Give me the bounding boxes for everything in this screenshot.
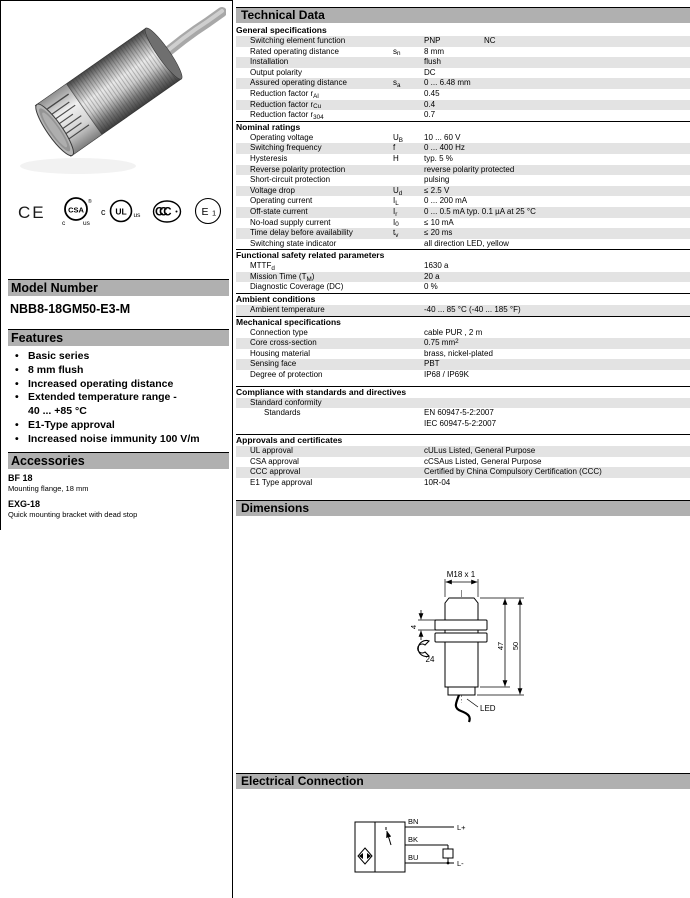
spec-label: Housing material bbox=[250, 348, 311, 358]
accessories-header bbox=[8, 452, 229, 469]
model-number-header-label: Model Number bbox=[11, 281, 98, 295]
spec-row bbox=[236, 457, 690, 468]
spec-label: Hysteresis bbox=[250, 153, 288, 163]
spec-value: ≤ 20 ms bbox=[424, 228, 453, 238]
spec-section bbox=[236, 121, 690, 250]
spec-label: Operating voltage bbox=[250, 132, 314, 142]
electrical-connection-diagram bbox=[345, 812, 485, 882]
accessory-name: EXG-18 bbox=[8, 499, 41, 509]
feature-text: Increased operating distance bbox=[28, 377, 174, 390]
sensing-face-outline bbox=[448, 687, 475, 695]
spec-label: Off-state current bbox=[250, 206, 308, 216]
spec-label: Short-circuit protection bbox=[250, 175, 331, 185]
nut-thickness-label: 4 bbox=[409, 624, 418, 630]
dimensions-title: Dimensions bbox=[241, 501, 310, 515]
spec-label: $MTTF_d$ bbox=[250, 261, 275, 273]
model-number-header bbox=[8, 279, 229, 296]
spec-row bbox=[236, 89, 690, 100]
spec-label: Reduction factor $r_{Al}$ bbox=[250, 88, 319, 100]
spec-label: Diagnostic Coverage (DC) bbox=[250, 282, 344, 292]
technical-data-table bbox=[236, 25, 690, 489]
accessory-name: BF 18 bbox=[8, 473, 33, 483]
wrench-size-label: 24 bbox=[425, 655, 435, 664]
bullet-icon: • bbox=[15, 363, 19, 376]
spec-symbol: $I_0$ bbox=[393, 217, 399, 229]
spec-row bbox=[236, 261, 690, 272]
technical-data-header bbox=[236, 7, 690, 23]
spec-section bbox=[236, 434, 690, 488]
accessory-description: Mounting flange, 18 mm bbox=[8, 484, 89, 493]
accessories-list bbox=[8, 473, 229, 525]
page-edge-left bbox=[0, 0, 1, 530]
spec-row bbox=[236, 207, 690, 218]
features-list bbox=[8, 350, 229, 447]
svg-text:CE: CE bbox=[18, 203, 46, 222]
accessories-header-label: Accessories bbox=[11, 454, 85, 468]
switch-symbol bbox=[387, 831, 391, 845]
spec-value-2: NC bbox=[484, 36, 496, 45]
accessory-description: Quick mounting bracket with dead stop bbox=[8, 510, 138, 519]
sensor-barrel bbox=[31, 25, 187, 160]
spec-row bbox=[236, 100, 690, 111]
spec-label: Sensing face bbox=[250, 359, 297, 369]
spec-value: ≤ 10 mA bbox=[424, 217, 454, 227]
spec-section-heading: Functional safety related parameters bbox=[236, 250, 385, 261]
spec-label: Standards bbox=[264, 408, 301, 418]
svg-text:1: 1 bbox=[212, 208, 217, 218]
spec-row bbox=[236, 446, 690, 457]
thread-size-label: M18 x 1 bbox=[446, 570, 476, 579]
spec-label: Rated operating distance bbox=[250, 46, 339, 56]
spec-row bbox=[236, 272, 690, 283]
junction-dot bbox=[447, 862, 450, 865]
spec-label: No-load supply current bbox=[250, 217, 331, 227]
spec-symbol: $I_r$ bbox=[393, 206, 398, 218]
spec-label: Reverse polarity protection bbox=[250, 164, 346, 174]
svg-text:E: E bbox=[201, 206, 209, 218]
mounting-nut-1 bbox=[435, 620, 487, 630]
dimension-drawing bbox=[395, 558, 550, 726]
spec-value: 0 ... 200 mA bbox=[424, 196, 468, 206]
spec-row bbox=[236, 228, 690, 239]
spec-section-heading: General specifications bbox=[236, 25, 327, 35]
spec-row bbox=[236, 196, 690, 207]
spec-label: Switching frequency bbox=[250, 143, 322, 153]
svg-text:us: us bbox=[83, 220, 90, 227]
led-leader-line bbox=[467, 699, 478, 707]
bullet-icon: • bbox=[15, 350, 19, 362]
svg-text:®: ® bbox=[88, 199, 92, 205]
spec-row bbox=[236, 133, 690, 144]
spec-label: Reduction factor $r_{304}$ bbox=[250, 110, 324, 121]
spec-row bbox=[236, 154, 690, 165]
feature-item bbox=[8, 391, 229, 419]
spec-symbol: $U_d$ bbox=[393, 185, 403, 197]
cul-mark-icon bbox=[100, 198, 144, 226]
spec-row bbox=[236, 175, 690, 186]
spec-value: 10R-04 bbox=[424, 478, 451, 487]
bullet-icon: • bbox=[15, 391, 19, 404]
bullet-icon: • bbox=[15, 418, 19, 431]
spec-label: Connection type bbox=[250, 327, 308, 337]
csa-mark-icon bbox=[59, 196, 95, 228]
spec-symbol: H bbox=[393, 153, 399, 163]
spec-value: 0 ... 400 Hz bbox=[424, 143, 465, 153]
terminal-lplus-label: L+ bbox=[457, 823, 466, 832]
bullet-icon: • bbox=[15, 377, 19, 390]
spec-label: Operating current bbox=[250, 196, 313, 206]
spec-section-heading: Nominal ratings bbox=[236, 121, 301, 132]
spec-value: 0.45 bbox=[424, 88, 440, 98]
spec-symbol: $U_B$ bbox=[393, 132, 403, 144]
svg-text:CCC: CCC bbox=[155, 206, 168, 219]
spec-value: reverse polarity protected bbox=[424, 164, 515, 174]
ccc-mark-icon bbox=[148, 199, 186, 225]
spec-symbol: $t_v$ bbox=[393, 228, 399, 239]
spec-value: 1630 a bbox=[424, 261, 449, 271]
svg-text:UL: UL bbox=[115, 206, 127, 217]
spec-row bbox=[236, 305, 690, 316]
feature-item bbox=[8, 364, 229, 378]
spec-row bbox=[236, 408, 690, 429]
spec-value: typ. 5 % bbox=[424, 153, 453, 163]
spec-value: 10 ... 60 V bbox=[424, 132, 461, 142]
length-50-label: 50 bbox=[511, 641, 520, 651]
spec-row bbox=[236, 282, 690, 293]
spec-value: 0 ... 6.48 mm bbox=[424, 78, 471, 88]
feature-text: E1-Type approval bbox=[28, 418, 115, 431]
spec-value: Certified by China Compulsory Certification (CCC) bbox=[424, 467, 602, 477]
mounting-nut-2 bbox=[435, 633, 487, 642]
spec-value: cable PUR , 2 m bbox=[424, 327, 483, 337]
spec-value: 0 ... 0.5 mA typ. 0.1 µA at 25 °C bbox=[424, 206, 536, 216]
e1-mark-icon bbox=[193, 197, 225, 227]
spec-section bbox=[236, 293, 690, 316]
svg-text:CSA: CSA bbox=[68, 205, 84, 215]
spec-symbol: $I_L$ bbox=[393, 196, 399, 208]
spec-row bbox=[236, 36, 690, 47]
spec-label: Switching element function bbox=[250, 36, 346, 45]
spec-row bbox=[236, 467, 690, 478]
spec-label: Core cross-section bbox=[250, 338, 317, 348]
feature-item bbox=[8, 378, 229, 392]
spec-value: 0.75 $mm^2$ bbox=[424, 337, 459, 348]
bullet-icon: • bbox=[15, 432, 19, 445]
spec-value: brass, nickel-plated bbox=[424, 348, 493, 358]
spec-label: Reduction factor $r_{Cu}$ bbox=[250, 99, 322, 111]
spec-symbol: $s_n$ bbox=[393, 46, 401, 58]
wire-bk-label: BK bbox=[408, 835, 419, 844]
spec-label: Assured operating distance bbox=[250, 78, 347, 88]
spec-section bbox=[236, 386, 690, 430]
spec-value: 20 a bbox=[424, 271, 440, 281]
spec-section-heading: Approvals and certificates bbox=[236, 435, 343, 446]
feature-text: Increased noise immunity 100 V/m bbox=[28, 432, 200, 445]
spec-value: EN 60947-5-2:2007 IEC 60947-5-2:2007 bbox=[424, 408, 497, 428]
spec-value: 8 mm bbox=[424, 46, 444, 56]
svg-text:c: c bbox=[62, 220, 66, 227]
spec-section bbox=[236, 249, 690, 293]
page-edge-top bbox=[0, 0, 233, 1]
spec-value: cCSAus Listed, General Purpose bbox=[424, 456, 542, 466]
spec-value: -40 ... 85 °C (-40 ... 185 °F) bbox=[424, 305, 521, 315]
spec-symbol: f bbox=[393, 143, 396, 153]
electrical-connection-title: Electrical Connection bbox=[241, 774, 364, 788]
spec-label: CCC approval bbox=[250, 467, 301, 477]
spec-section-heading: Compliance with standards and directives bbox=[236, 386, 407, 397]
feature-text: Extended temperature range - 40 ... +85 °C bbox=[28, 391, 177, 418]
spec-row bbox=[236, 338, 690, 349]
spec-row bbox=[236, 78, 690, 89]
ce-mark-icon bbox=[18, 200, 52, 224]
spec-label: Mission Time $(T_M)$ bbox=[250, 271, 315, 283]
spec-value: PNP bbox=[424, 36, 441, 45]
spec-value: flush bbox=[424, 57, 441, 67]
spec-row bbox=[236, 165, 690, 176]
spec-label: Switching state indicator bbox=[250, 238, 337, 248]
technical-data-title: Technical Data bbox=[241, 8, 325, 22]
product-photo bbox=[8, 6, 226, 188]
features-header-label: Features bbox=[11, 331, 64, 345]
spec-row bbox=[236, 57, 690, 68]
feature-item bbox=[8, 350, 229, 364]
svg-text:us: us bbox=[133, 212, 141, 219]
spec-label: Output polarity bbox=[250, 67, 303, 77]
spec-label: Voltage drop bbox=[250, 185, 295, 195]
spec-row bbox=[236, 239, 690, 250]
spec-value: DC bbox=[424, 67, 436, 77]
spec-row bbox=[236, 349, 690, 360]
spec-row bbox=[236, 68, 690, 79]
spec-label: CSA approval bbox=[250, 456, 299, 466]
spec-label: UL approval bbox=[250, 446, 293, 456]
spec-label: Time delay before availability bbox=[250, 228, 353, 238]
product-shadow bbox=[20, 158, 136, 174]
spec-row bbox=[236, 398, 690, 409]
spec-row bbox=[236, 186, 690, 197]
spec-row bbox=[236, 359, 690, 370]
feature-text: 8 mm flush bbox=[28, 363, 84, 376]
wire-bn-label: BN bbox=[408, 817, 419, 826]
spec-value: 0.7 bbox=[424, 110, 436, 120]
spec-label: Standard conformity bbox=[250, 397, 322, 407]
spec-section bbox=[236, 25, 690, 121]
spec-row bbox=[236, 110, 690, 121]
svg-text:c: c bbox=[101, 207, 106, 217]
led-label: LED bbox=[480, 704, 496, 713]
electrical-connection-header bbox=[236, 773, 690, 789]
spec-value: 0.4 bbox=[424, 99, 436, 109]
spec-value: PBT bbox=[424, 359, 440, 369]
spec-value: cULus Listed, General Purpose bbox=[424, 446, 536, 456]
spec-section-heading: Mechanical specifications bbox=[236, 316, 341, 327]
spec-row bbox=[236, 328, 690, 339]
feature-item bbox=[8, 419, 229, 433]
spec-row bbox=[236, 143, 690, 154]
dimensions-header bbox=[236, 500, 690, 516]
model-number-value: NBB8-18GM50-E3-M bbox=[10, 302, 131, 316]
spec-row bbox=[236, 47, 690, 58]
column-divider bbox=[232, 0, 233, 898]
spec-section-heading: Ambient conditions bbox=[236, 294, 316, 305]
spec-label: Degree of protection bbox=[250, 370, 323, 380]
spec-value: all direction LED, yellow bbox=[424, 238, 509, 248]
spec-row bbox=[236, 370, 690, 381]
spec-label: Ambient temperature bbox=[250, 305, 325, 315]
spec-value: pulsing bbox=[424, 175, 450, 185]
feature-item bbox=[8, 433, 229, 447]
spec-label: Installation bbox=[250, 57, 289, 67]
spec-symbol: $s_a$ bbox=[393, 78, 401, 90]
spec-section bbox=[236, 316, 690, 381]
feature-text: Basic series bbox=[28, 350, 90, 362]
spec-value: ≤ 2.5 V bbox=[424, 185, 450, 195]
length-47-label: 47 bbox=[496, 641, 505, 651]
terminal-lminus-label: L- bbox=[457, 859, 464, 868]
spec-value: IP68 / IP69K bbox=[424, 370, 469, 380]
spec-label: E1 Type approval bbox=[250, 478, 313, 487]
load-symbol bbox=[443, 849, 453, 858]
features-header bbox=[8, 329, 229, 346]
spec-row bbox=[236, 218, 690, 229]
sensor-symbol-box bbox=[355, 822, 405, 872]
spec-row bbox=[236, 478, 690, 489]
spec-value: 0 % bbox=[424, 282, 438, 292]
wire-bu-label: BU bbox=[408, 853, 419, 862]
